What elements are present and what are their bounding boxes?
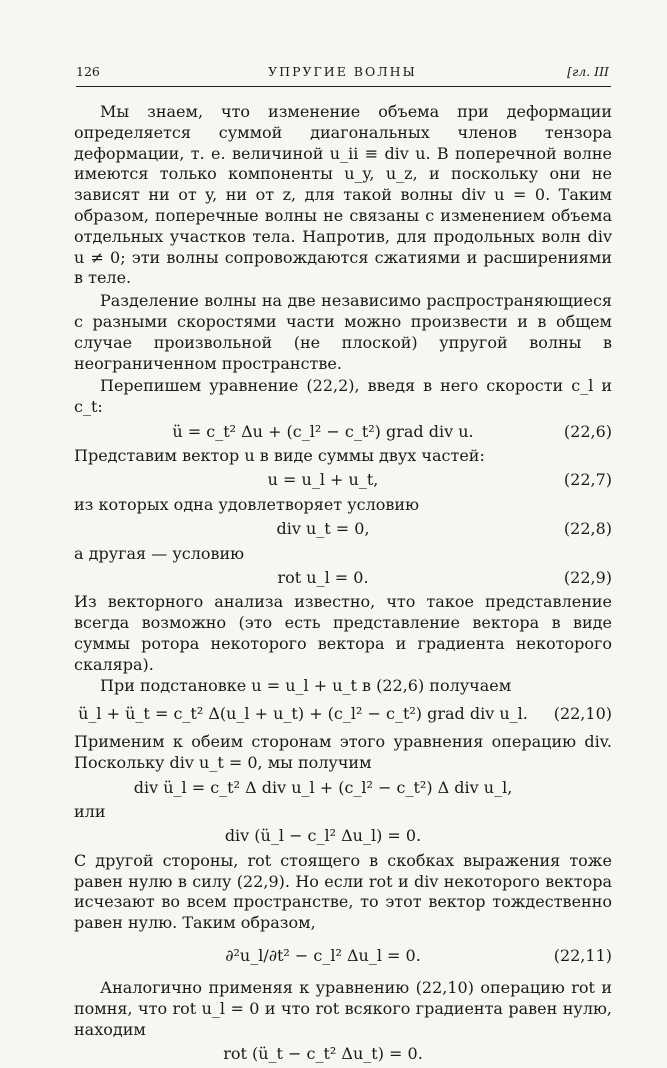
equation-div bbox=[74, 774, 612, 802]
paragraph: Аналогично применяя к уравнению (22,10) операцию rot и помня, что rot u_l = 0 и что rot всякого градиента равен нулю, находим bbox=[74, 977, 612, 1039]
equation-formula: div (ü_l − c_l² Δu_l) = 0. bbox=[224, 826, 422, 846]
paragraph: Представим вектор u в виде суммы двух частей: bbox=[74, 445, 485, 465]
equation-22-6 bbox=[74, 418, 612, 446]
page-header bbox=[76, 64, 609, 86]
equation-number: (22,9) bbox=[563, 567, 612, 587]
paragraph: Разделение волны на две независимо распространяющиеся с разными скоростями части можно произвести и в общем случае произвольной (не плоской) упругой волны в неограниченном пространстве. bbox=[74, 291, 612, 373]
paragraph: Перепишем уравнение (22,2), введя в него скорости c_l и c_t: bbox=[74, 376, 612, 417]
paragraph: из которых одна удовлетворяет условию bbox=[74, 494, 419, 514]
equation-22-11 bbox=[74, 938, 612, 974]
equation-rot-zero bbox=[74, 1040, 612, 1068]
equation-formula: ü_l + ü_t = c_t² Δ(u_l + u_t) + (c_l² − c_t²) grad div u_l. bbox=[78, 703, 528, 723]
paragraph: С другой стороны, rot стоящего в скобках выражения тоже равен нулю в силу (22,9). Но если rot и div некоторого вектора исчезают во всем пространстве, то этот вектор тождественно равен нулю. Таким образом, bbox=[74, 850, 612, 933]
equation-22-9 bbox=[74, 564, 612, 592]
equation-formula: div u_t = 0, bbox=[276, 519, 370, 539]
equation-22-10 bbox=[74, 696, 612, 732]
paragraph: Мы знаем, что изменение объема при деформации определяется суммой диагональных членов тензора деформации, т. е. величиной u_ii ≡ div u. В поперечной волне имеются только компоненты u_y, u_z, и поскольку они не зависят ни от y, ни от z, для такой волны div u = 0. Таким образом, поперечные волны не связаны с изменением объема отдельных участков тела. Напротив, для продольных волн div u ≠ 0; эти волны сопровождаются сжатиями и расширениями в теле. bbox=[74, 102, 612, 288]
equation-formula: u = u_l + u_t, bbox=[267, 470, 379, 490]
equation-number: (22,10) bbox=[553, 703, 612, 723]
equation-number: (22,6) bbox=[563, 421, 612, 441]
paragraph: Применим к обеим сторонам этого уравнения операцию div. Поскольку div u_t = 0, мы получим bbox=[74, 732, 612, 773]
header-rule bbox=[76, 86, 611, 87]
equation-div-zero bbox=[74, 823, 612, 851]
equation-formula: ü = c_t² Δu + (c_l² − c_t²) grad div u. bbox=[172, 421, 474, 441]
equation-formula: ∂²u_l/∂t² − c_l² Δu_l = 0. bbox=[225, 945, 421, 965]
equation-22-8 bbox=[74, 516, 612, 544]
chapter-label: [гл. III bbox=[567, 64, 609, 79]
equation-number: (22,8) bbox=[563, 519, 612, 539]
paragraph: или bbox=[74, 801, 106, 821]
paragraph: Из векторного анализа известно, что такое представление всегда возможно (это есть представление вектора в виде суммы ротора некоторого вектора и градиента некоторого скаляра). bbox=[74, 592, 612, 674]
equation-22-7 bbox=[74, 467, 612, 495]
running-title: УПРУГИЕ ВОЛНЫ bbox=[268, 64, 417, 79]
paragraph: При подстановке u = u_l + u_t в (22,6) получаем bbox=[100, 675, 512, 695]
equation-number: (22,11) bbox=[553, 945, 612, 965]
paragraph: а другая — условию bbox=[74, 543, 245, 563]
equation-formula: rot u_l = 0. bbox=[277, 567, 369, 587]
equation-number: (22,7) bbox=[563, 470, 612, 490]
page-number: 126 bbox=[76, 64, 100, 79]
equation-formula: div ü_l = c_t² Δ div u_l + (c_l² − c_t²) Δ div u_l, bbox=[133, 777, 513, 797]
equation-formula: rot (ü_t − c_t² Δu_t) = 0. bbox=[223, 1043, 423, 1063]
page-body bbox=[74, 102, 612, 1068]
